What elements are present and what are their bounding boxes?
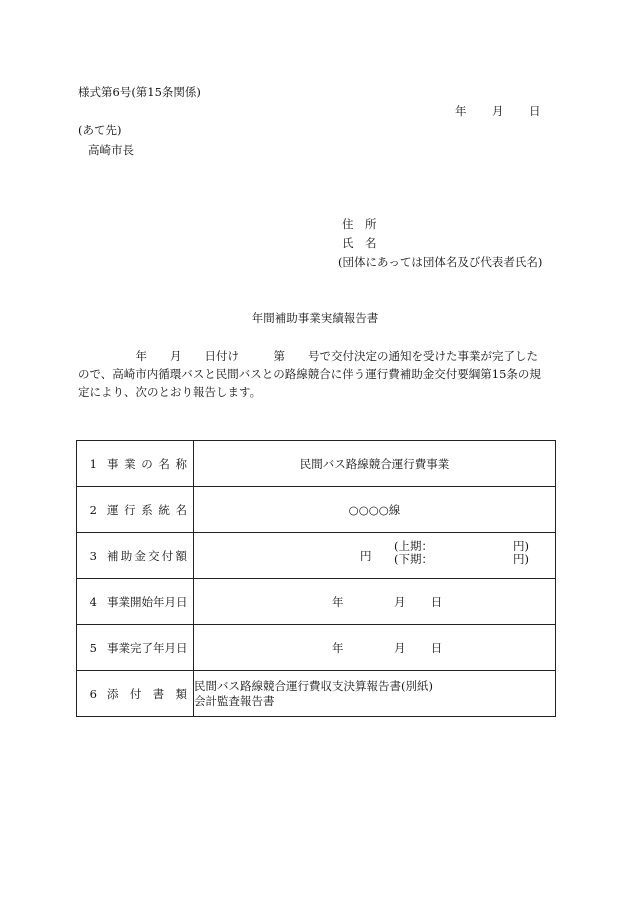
label-char: 名: [175, 502, 187, 517]
first-half-unit: 円): [513, 539, 529, 553]
date-day: 日: [529, 104, 541, 118]
recipient: 高崎市長: [88, 143, 134, 157]
report-table: [76, 440, 556, 717]
row-number: 2: [77, 487, 98, 533]
first-half-label: (上期：: [394, 539, 433, 553]
label-char: 日: [176, 640, 188, 655]
table-row: [77, 441, 556, 487]
date-month: 月: [492, 104, 504, 118]
row-number: 5: [77, 625, 98, 671]
document-title: 年間補助事業実績報告書: [251, 311, 379, 325]
date-year: 年: [332, 594, 344, 609]
row-label: [97, 625, 194, 671]
label-char: 事: [107, 456, 119, 471]
date-day: 日: [430, 640, 443, 655]
row-label: [97, 533, 194, 579]
subsidy-amount-value: [194, 533, 556, 579]
addressee-label: (あて先): [78, 123, 122, 137]
label-char: 付: [161, 548, 174, 563]
attachment-item: 会計監査報告書: [194, 693, 275, 708]
label-char: 日: [176, 594, 188, 609]
body-line-1: 年 月 日付け 第 号で交付決定の通知を受けた事業が完了した: [78, 349, 538, 363]
label-char: 統: [158, 502, 170, 517]
label-char: 交: [148, 548, 160, 563]
label-char: 年: [153, 594, 165, 609]
label-char: 類: [175, 686, 187, 701]
date-month: 月: [394, 640, 406, 655]
label-char: 始: [141, 594, 153, 609]
form-number: 様式第6号(第15条関係): [78, 85, 201, 99]
submission-date: [455, 104, 541, 118]
start-date-value: [194, 579, 556, 625]
body-line-3: 定により、次のとおり報告します。: [78, 385, 262, 399]
second-half-unit: 円): [513, 552, 529, 566]
label-char: 開: [130, 594, 142, 609]
name-label: 氏 名: [342, 236, 377, 250]
label-char: 事: [107, 640, 119, 655]
table-row: [77, 487, 556, 533]
label-char: 書: [152, 686, 165, 701]
body-line-2: ので、高崎市内循環バスと民間バスとの路線競合に伴う運行費補助金交付要綱第15条の規: [78, 367, 541, 381]
group-note: (団体にあっては団体名及び代表者氏名): [338, 255, 543, 269]
row-number: 3: [77, 533, 98, 579]
label-char: 事: [107, 594, 119, 609]
row-number: 6: [77, 671, 98, 717]
project-name-value: 民間バス路線競合運行費事業: [194, 441, 556, 487]
label-char: 運: [107, 502, 119, 517]
label-char: 額: [175, 548, 187, 563]
date-year: 年: [455, 104, 467, 118]
table-row: [77, 579, 556, 625]
label-char: 了: [141, 640, 153, 655]
row-number: 4: [77, 579, 98, 625]
label-char: 付: [129, 686, 142, 701]
half-period-breakdown: [394, 540, 529, 566]
route-name-value: ○○○○線: [194, 487, 556, 533]
row-label: [97, 579, 194, 625]
label-char: 名: [158, 456, 170, 471]
attachments-value: [194, 671, 556, 717]
label-char: 補: [107, 548, 119, 563]
row-label: [97, 487, 194, 533]
label-char: の: [141, 456, 153, 471]
date-day: 日: [430, 594, 443, 609]
date-year: 年: [332, 640, 344, 655]
body-text: [78, 347, 558, 401]
label-char: 業: [118, 594, 130, 609]
row-label: [97, 441, 194, 487]
attachment-item: 民間バス路線競合運行費収支決算報告書(別紙): [194, 678, 433, 693]
row-label: [97, 671, 194, 717]
label-char: 助: [120, 548, 133, 563]
label-char: 金: [134, 548, 146, 563]
label-char: 月: [164, 594, 176, 609]
label-char: 称: [175, 456, 187, 471]
label-char: 年: [153, 640, 165, 655]
label-char: 完: [130, 640, 142, 655]
label-char: 業: [124, 456, 136, 471]
date-month: 月: [394, 594, 406, 609]
table-row: [77, 671, 556, 717]
row-number: 1: [77, 441, 98, 487]
applicant-block: [338, 217, 543, 274]
second-half-label: (下期：: [394, 552, 433, 566]
table-row: [77, 625, 556, 671]
yen-unit: 円: [360, 549, 372, 563]
label-char: 月: [164, 640, 176, 655]
label-char: 添: [107, 686, 119, 701]
table-row: [77, 533, 556, 579]
completion-date-value: [194, 625, 556, 671]
address-label: 住 所: [342, 217, 377, 231]
label-char: 業: [118, 640, 130, 655]
label-char: 系: [141, 502, 153, 517]
label-char: 行: [124, 502, 136, 517]
